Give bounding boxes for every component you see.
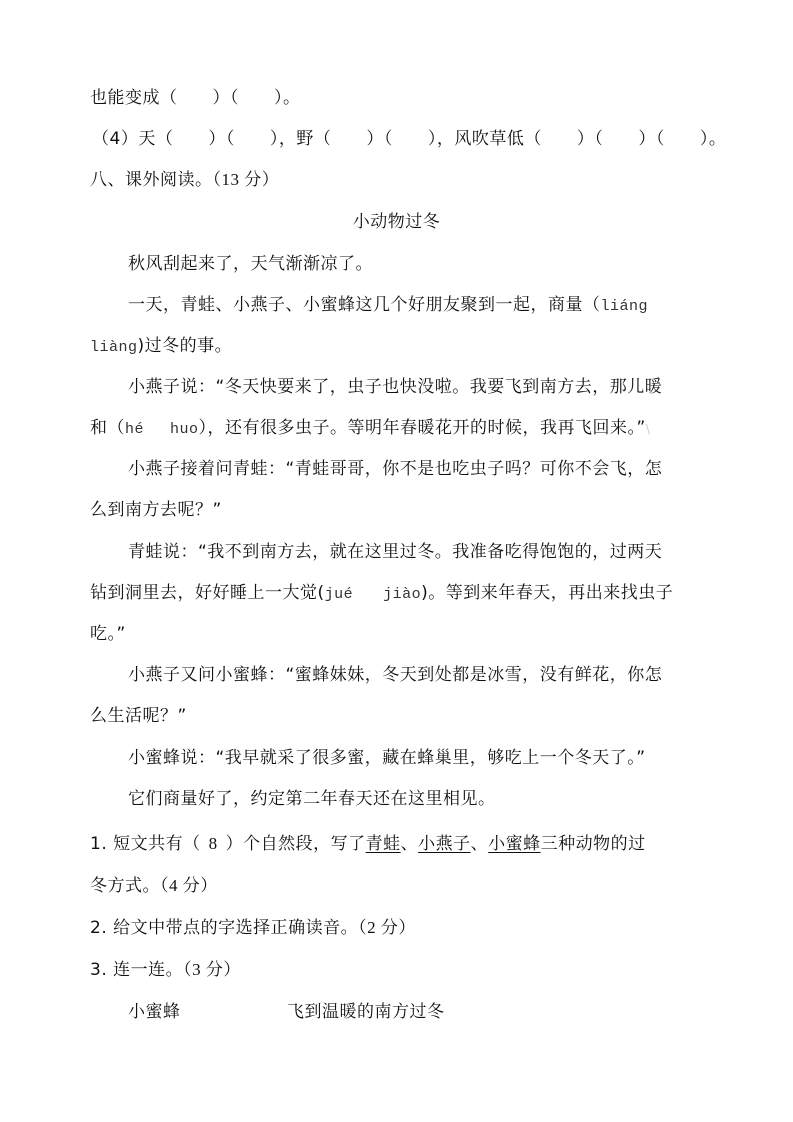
- story-title: 小动物过冬: [352, 212, 441, 232]
- fill-blank-line-4: （4）天（ ）（ ），野（ ）（ ），风吹草低（ ）（ ）（ ）。: [92, 129, 727, 149]
- story-paragraph-5-line-3: 吃。”: [90, 624, 126, 644]
- match-left-item-bee: 小蜜蜂: [128, 1002, 181, 1022]
- pinyin-he: hé: [125, 421, 145, 438]
- question-1-line-2: 冬方式。（4 分）: [90, 876, 218, 896]
- question-1-answer: 8: [208, 834, 218, 853]
- story-paragraph-3-line-1: 小燕子说：“冬天快要来了，虫子也快没啦。我要飞到南方去，那儿暖: [128, 377, 663, 397]
- question-1-line-1: 1. 短文共有（ 8 ）个自然段，写了青蛙、小燕子、小蜜蜂三种动物的过: [90, 834, 646, 854]
- answer-bee: 小蜜蜂: [488, 834, 541, 854]
- pinyin-liang2: liàng: [90, 339, 138, 356]
- story-paragraph-5-line-1: 青蛙说：“我不到南方去，就在这里过冬。我准备吃得饱饱的，过两天: [128, 542, 663, 562]
- fill-blank-line-3-cont: 也能变成（ ）（ ）。: [90, 88, 301, 108]
- story-paragraph-6-line-1: 小燕子又问小蜜蜂：“蜜蜂妹妹，冬天到处都是冰雪，没有鲜花，你怎: [128, 665, 663, 685]
- pinyin-liang1: liáng: [600, 298, 649, 315]
- question-3-score: （3 分）: [183, 960, 241, 979]
- story-paragraph-7: 小蜜蜂说：“我早就采了很多蜜，藏在蜂巢里，够吃上一个冬天了。”: [128, 748, 646, 768]
- story-paragraph-5-line-2: 钻到洞里去，好好睡上一大觉(jué jiào)。等到来年春天，再出来找虫子: [90, 583, 674, 603]
- question-2-score: （2 分）: [358, 918, 416, 937]
- story-paragraph-1: 秋风刮起来了，天气渐渐凉了。: [128, 254, 373, 274]
- story-paragraph-3-line-2: 和（hé huo），还有很多虫子。等明年春暖花开的时候，我再飞回来。”\: [90, 418, 651, 438]
- stray-mark: \: [645, 422, 651, 436]
- pinyin-jue: jué: [324, 586, 354, 603]
- pinyin-huo: huo: [170, 421, 199, 438]
- story-paragraph-6-line-2: 么生活呢？”: [90, 706, 187, 726]
- story-paragraph-2-line-1: 一天，青蛙、小燕子、小蜜蜂这几个好朋友聚到一起，商量（liáng: [128, 295, 649, 315]
- match-right-item-fly-south: 飞到温暖的南方过冬: [287, 1002, 445, 1022]
- section-8-score: （13 分）: [212, 170, 280, 189]
- story-paragraph-4-line-2: 么到南方去呢？”: [90, 500, 222, 520]
- section-8-heading: [90, 168, 279, 192]
- story-paragraph-2-line-2: liàng)过冬的事。: [90, 336, 233, 356]
- question-2: 2. 给文中带点的字选择正确读音。（2 分）: [90, 918, 416, 938]
- pinyin-jiao: jiào: [383, 586, 422, 603]
- question-1-score: （4 分）: [160, 876, 218, 895]
- story-paragraph-8: 它们商量好了，约定第二年春天还在这里相见。: [128, 789, 496, 809]
- answer-frog: 青蛙: [365, 834, 401, 854]
- question-3: 3. 连一连。（3 分）: [90, 960, 241, 980]
- answer-swallow: 小燕子: [418, 834, 471, 854]
- story-paragraph-4-line-1: 小燕子接着问青蛙：“青蛙哥哥，你不是也吃虫子吗？可你不会飞，怎: [128, 459, 663, 479]
- section-8-title: 八、课外阅读。: [90, 170, 213, 190]
